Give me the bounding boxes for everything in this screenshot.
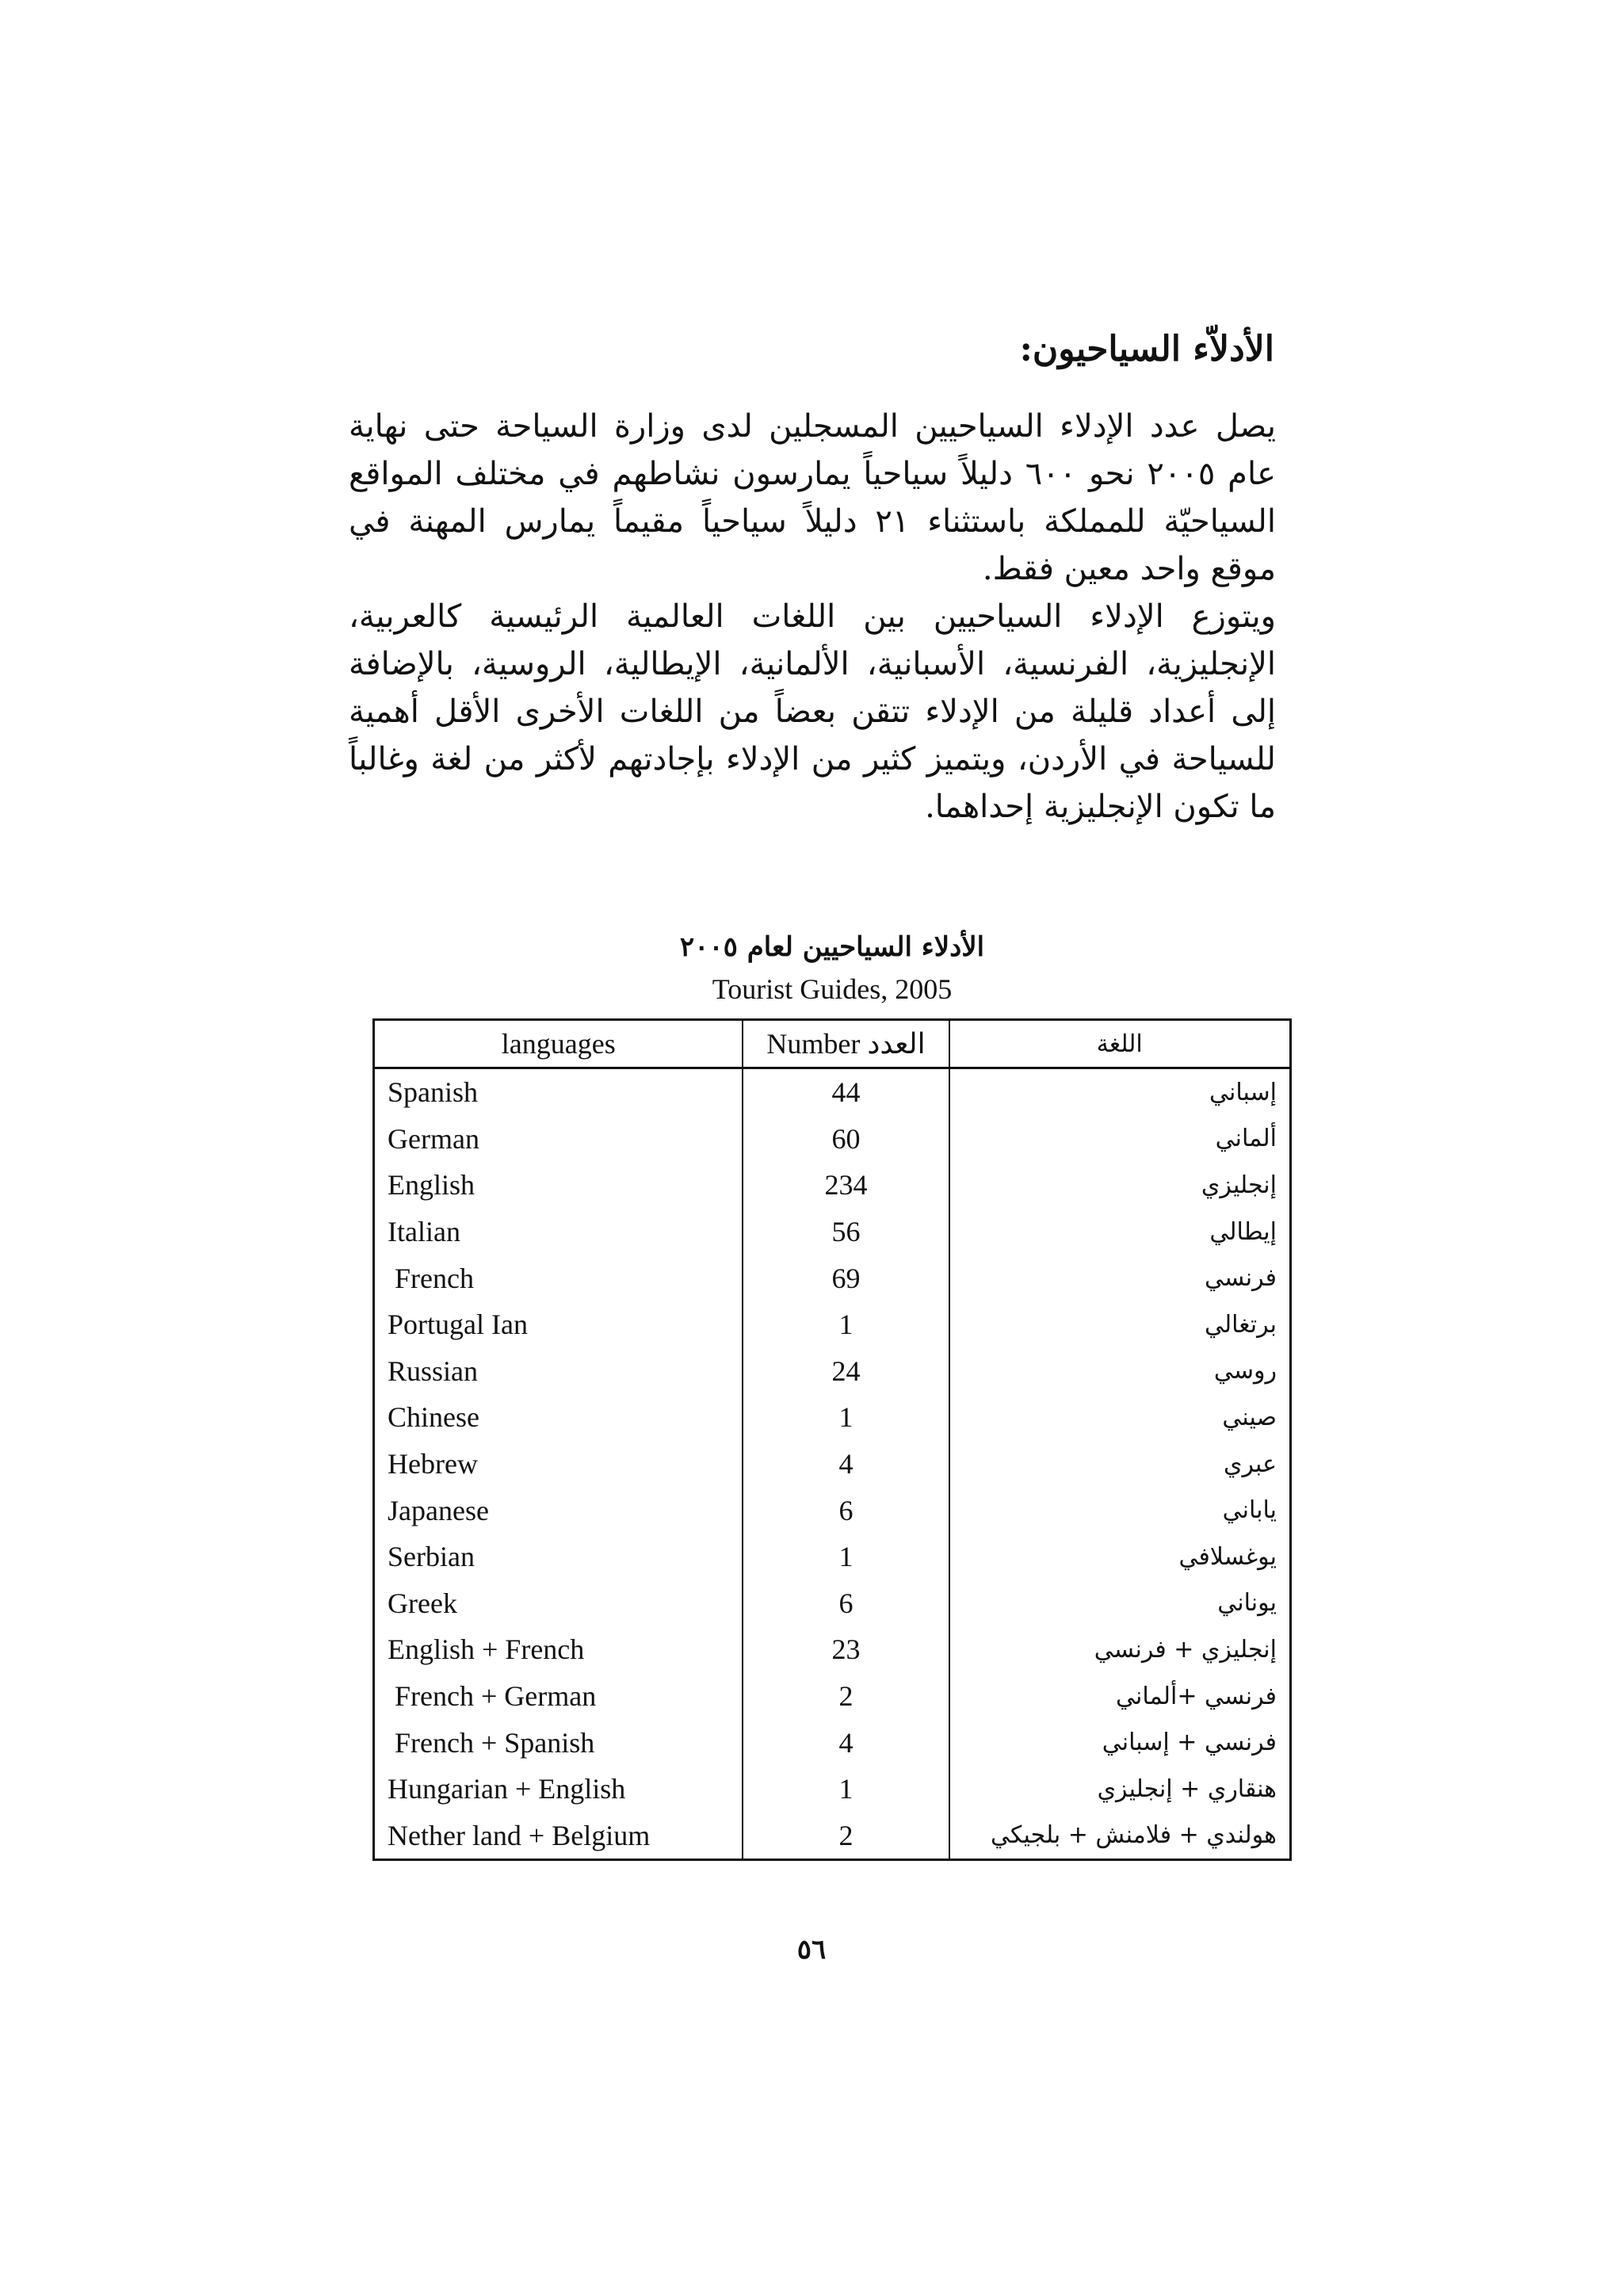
language-arabic-cell: صيني bbox=[1222, 1403, 1277, 1431]
header-number: Number العدد bbox=[743, 1020, 949, 1068]
guide-count-cell: 44 bbox=[743, 1068, 949, 1116]
language-arabic-cell: يوغسلافي bbox=[1178, 1542, 1277, 1571]
language-arabic-cell: فرنسي +ألماني bbox=[1116, 1682, 1277, 1710]
table-row bbox=[374, 1719, 1291, 1766]
guide-count-cell: 1 bbox=[743, 1534, 949, 1580]
table-row bbox=[374, 1116, 1291, 1163]
table-row bbox=[374, 1534, 1291, 1580]
guide-count-cell: 6 bbox=[743, 1487, 949, 1534]
language-english-cell: Japanese bbox=[374, 1487, 743, 1534]
table-row bbox=[374, 1766, 1291, 1813]
language-arabic-cell: ياباني bbox=[1222, 1496, 1277, 1525]
table-row bbox=[374, 1301, 1291, 1348]
language-arabic-cell: إيطالي bbox=[1209, 1217, 1277, 1246]
table-header-row bbox=[374, 1020, 1291, 1068]
guide-count-cell: 56 bbox=[743, 1209, 949, 1255]
table-row bbox=[374, 1580, 1291, 1627]
language-english-cell: French + Spanish bbox=[374, 1719, 743, 1766]
language-english-cell: English + French bbox=[374, 1626, 743, 1673]
table-row bbox=[374, 1162, 1291, 1209]
language-arabic-cell: يوناني bbox=[1217, 1589, 1277, 1618]
language-arabic-cell: هنقاري + إنجليزي bbox=[1097, 1775, 1277, 1803]
table-caption-english: Tourist Guides, 2005 bbox=[712, 973, 953, 1005]
guide-count-cell: 2 bbox=[743, 1813, 949, 1860]
language-arabic-cell: عبري bbox=[1224, 1450, 1277, 1478]
guide-count-cell: 23 bbox=[743, 1626, 949, 1673]
table-body bbox=[374, 1068, 1291, 1860]
table-row bbox=[374, 1441, 1291, 1488]
guide-count-cell: 1 bbox=[743, 1301, 949, 1348]
language-arabic-cell: ألماني bbox=[1215, 1125, 1277, 1153]
language-english-cell: French + German bbox=[374, 1673, 743, 1720]
paragraph-2: ويتوزع الإدلاء السياحيين بين اللغات العالمية الرئيسية كالعربية، الإنجليزية، الفرنسية، الأسبانية، الألمانية، الإيطالية، الروسية، بالإضافة إلى أعداد قليلة من الإدلاء تتقن بعضاً من اللغات الأخرى الأقل أهمية للسياحة في الأردن، ويتميز كثير من الإدلاء بإجادتهم لأكثر من لغة وغالباً ما تكون الإنجليزية إحداهما. bbox=[349, 598, 1276, 825]
language-arabic-cell: روسي bbox=[1213, 1357, 1277, 1385]
language-arabic-cell: فرنسي bbox=[1204, 1264, 1277, 1293]
guide-count-cell: 4 bbox=[743, 1719, 949, 1766]
guide-count-cell: 60 bbox=[743, 1116, 949, 1163]
body-text bbox=[349, 403, 1276, 831]
table-row bbox=[374, 1255, 1291, 1301]
table-row bbox=[374, 1209, 1291, 1255]
guide-count-cell: 69 bbox=[743, 1255, 949, 1301]
table-row bbox=[374, 1487, 1291, 1534]
table-row bbox=[374, 1394, 1291, 1441]
language-arabic-cell: فرنسي + إسباني bbox=[1102, 1729, 1277, 1757]
language-english-cell: French bbox=[374, 1255, 743, 1301]
language-english-cell: Italian bbox=[374, 1209, 743, 1255]
language-english-cell: German bbox=[374, 1116, 743, 1163]
language-english-cell: Hebrew bbox=[374, 1441, 743, 1488]
header-arabic-language: اللغة bbox=[949, 1020, 1291, 1068]
guide-count-cell: 4 bbox=[743, 1441, 949, 1488]
language-english-cell: Russian bbox=[374, 1348, 743, 1395]
table-row bbox=[374, 1348, 1291, 1395]
language-english-cell: Serbian bbox=[374, 1534, 743, 1580]
language-arabic-cell: إسباني bbox=[1209, 1078, 1277, 1106]
guide-count-cell: 1 bbox=[743, 1766, 949, 1813]
language-english-cell: English bbox=[374, 1162, 743, 1209]
language-arabic-cell: برتغالي bbox=[1204, 1310, 1277, 1339]
section-heading: الأدلاّء السياحيون: bbox=[1019, 329, 1274, 369]
language-english-cell: Chinese bbox=[374, 1394, 743, 1441]
table-row bbox=[374, 1626, 1291, 1673]
table-row bbox=[374, 1813, 1291, 1860]
paragraph-1: يصل عدد الإدلاء السياحيين المسجلين لدى وزارة السياحة حتى نهاية عام ٢٠٠٥ نحو ٦٠٠ دليلاً سياحياً يمارسون نشاطهم في مختلف المواقع السياحيّة للمملكة باستثناء ٢١ دليلاً سياحياً مقيماً يمارس المهنة في موقع واحد معين فقط. bbox=[349, 408, 1277, 587]
guide-count-cell: 24 bbox=[743, 1348, 949, 1395]
language-english-cell: Greek bbox=[374, 1580, 743, 1627]
table-caption-arabic: الأدلاء السياحيين لعام ٢٠٠٥ bbox=[679, 931, 985, 963]
guide-count-cell: 6 bbox=[743, 1580, 949, 1627]
guide-count-cell: 234 bbox=[743, 1162, 949, 1209]
table-row bbox=[374, 1673, 1291, 1720]
language-arabic-cell: إنجليزي + فرنسي bbox=[1094, 1635, 1277, 1664]
language-english-cell: Portugal Ian bbox=[374, 1301, 743, 1348]
table-row bbox=[374, 1068, 1291, 1116]
guide-count-cell: 1 bbox=[743, 1394, 949, 1441]
language-english-cell: Spanish bbox=[374, 1068, 743, 1116]
guide-count-cell: 2 bbox=[743, 1673, 949, 1720]
language-arabic-cell: إنجليزي bbox=[1201, 1171, 1277, 1199]
language-english-cell: Hungarian + English bbox=[374, 1766, 743, 1813]
tourist-guides-table bbox=[372, 1018, 1292, 1861]
language-english-cell: Nether land + Belgium bbox=[374, 1813, 743, 1860]
page-number: ٥٦ bbox=[796, 1934, 827, 1966]
header-languages: languages bbox=[374, 1020, 743, 1068]
language-arabic-cell: هولندي + فلامنش + بلجيكي bbox=[990, 1821, 1277, 1850]
